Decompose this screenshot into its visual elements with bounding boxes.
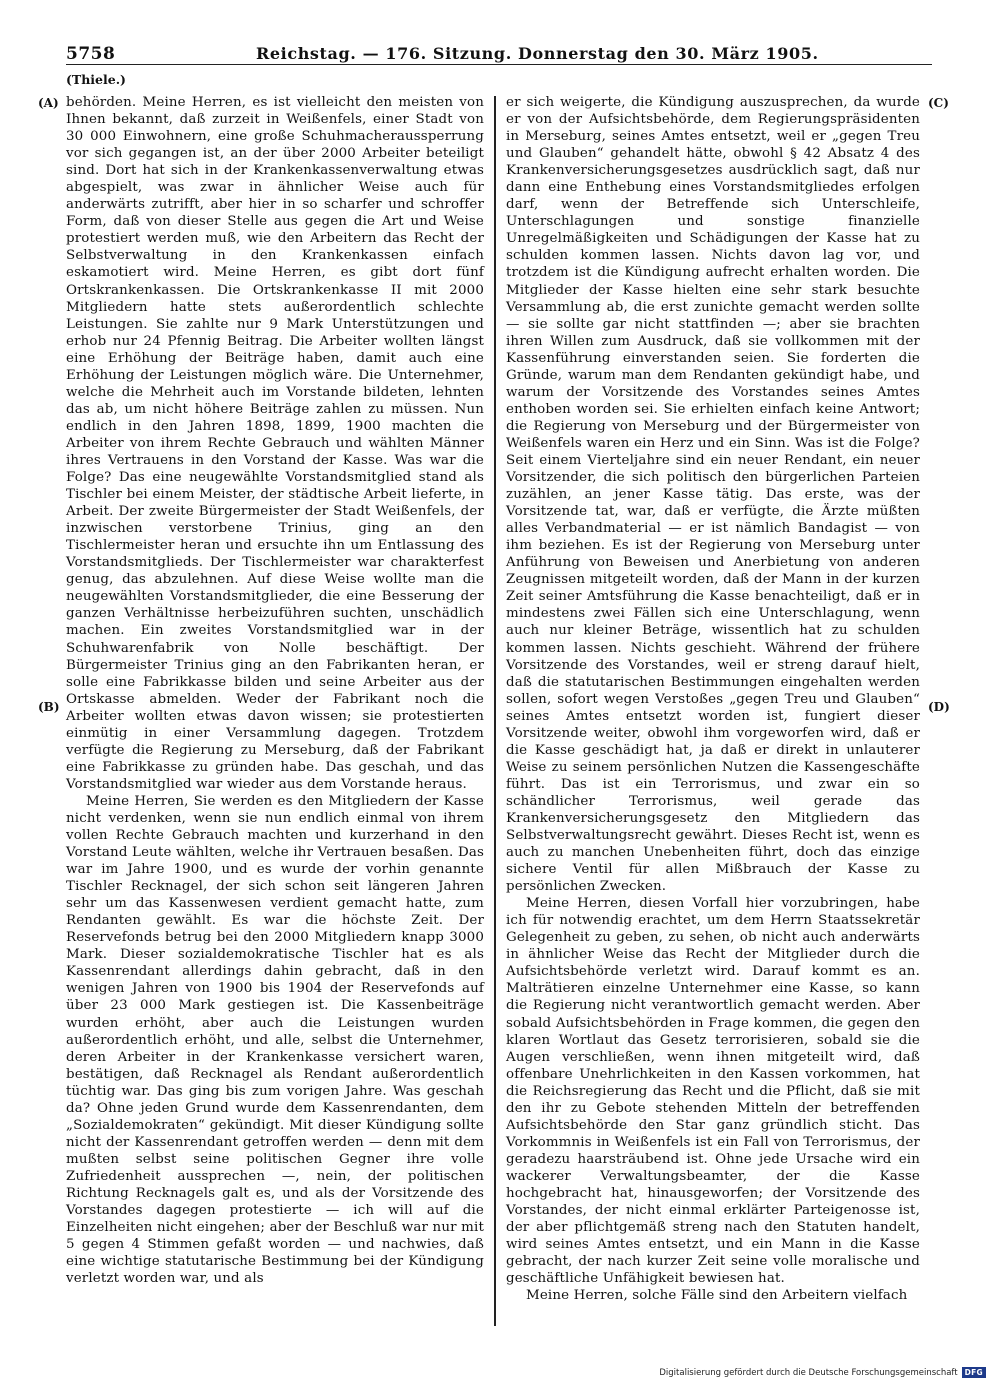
marginal-label-d: (D): [928, 700, 950, 714]
left-column: [66, 94, 484, 1324]
paragraph: er sich weigerte, die Kündigung auszusprechen, da wurde er von der Aufsichtsbehörde, dem Regierungspräsidenten in Merseburg, seines Amtes entsetzt, weil er „gegen Treu und Glauben“ gehandelt hätte, obwohl § 42 Absatz 4 des Krankenversicherungsgesetzes ausdrücklich sagt, daß nur dann eine Enthebung eines Vorstandsmitgliedes erfolgen darf, wenn der Betreffende sich Unterschleife, Unterschlagungen und sonstige finanzielle Unregelmäßigkeiten und Schädigungen der Kasse hat zu schulden kommen lassen. Nichts davon lag vor, und trotzdem ist die Kündigung aufrecht erhalten worden. Die Mitglieder der Kasse hielten eine sehr stark besuchte Versammlung ab, die erst zunichte gemacht werden sollte — sie sollte gar nicht stattfinden —; aber sie brachten ihren Willen zum Ausdruck, daß sie vollkommen mit der Kassenführung einverstanden seien. Sie forderten die Gründe, warum man dem Rendanten gekündigt habe, und warum der Vorsitzende des Vorstandes seines Amtes enthoben worden sei. Sie erhielten einfach keine Antwort; die Regierung von Merseburg und der Bürgermeister von Weißenfels waren ein Herz und ein Sinn. Was ist die Folge? Seit einem Vierteljahre sind ein neuer Rendant, ein neuer Vorsitzender, die sich politisch den bürgerlichen Parteien zuzählen, an jener Kasse tätig. Das erste, was der Vorsitzende tat, war, daß er verfügte, die Ärzte müßten alles Verbandmaterial — er ist nämlich Bandagist — von ihm beziehen. Es ist der Regierung von Merseburg unter Anführung von Beweisen und Anerbietung von anderen Zeugnissen mitgeteilt worden, daß der Mann in der kurzen Zeit seiner Amtsführung die Kasse benachteiligt, daß er in mindestens zwei Fällen sich eine Unterschlagung, wenn auch nur kleiner Beträge, wissentlich hat zu schulden kommen lassen. Nichts geschieht. Während der frühere Vorsitzende des Vorstandes, weil er streng darauf hielt, daß die statutarischen Bestimmungen eingehalten werden sollen, sofort wegen Verstoßes „gegen Treu und Glauben“ seines Amtes entsetzt worden ist, fungiert dieser Vorsitzende weiter, obwohl ihm vorgeworfen wird, daß er die Kasse geschädigt hat, ja daß er direkt in unlauterer Weise zu seinem persönlichen Nutzen die Kassengeschäfte führt. Das ist ein Terrorismus, und zwar ein so schändlicher Terrorismus, weil gerade das Krankenversicherungsgesetz den Mitgliedern das Selbstverwaltungsrecht gewährt. Dieses Recht ist, wenn es auch zu manchen Unebenheiten führt, doch das einzige sichere Ventil für allen Mißbrauch der Kasse zu persönlichen Zwecken.: [506, 95, 920, 895]
marginal-label-c: (C): [928, 96, 949, 110]
marginal-label-b: (B): [38, 700, 60, 714]
footer: [659, 1367, 986, 1378]
marginal-label-a: (A): [38, 96, 59, 110]
header-rule: [66, 64, 932, 65]
paragraph: Meine Herren, Sie werden es den Mitgliedern der Kasse nicht verdenken, wenn sie nun endlich einmal von ihrem vollen Rechte Gebrauch machten und kurzerhand in den Vorstand Leute wählten, welche ihr Vertrauen besaßen. Das war im Jahre 1900, und es wurde der vorhin genannte Tischler Recknagel, der sich schon seit längeren Jahren sehr um das Kassenwesen verdient gemacht hatte, zum Rendanten gewählt. Es war die höchste Zeit. Der Reservefonds betrug bei den 2000 Mitgliedern knapp 3000 Mark. Dieser sozialdemokratische Tischler hat es als Kassenrendant allerdings dahin gebracht, daß in den wenigen Jahren von 1900 bis 1904 der Reservefonds auf über 23 000 Mark gestiegen ist. Die Kassenbeiträge wurden erhöht, aber auch die Leistungen wurden außerordentlich erhöht, und alle, selbst die Unternehmer, deren Arbeiter in der Krankenkasse versichert waren, bestätigen, daß Recknagel als Rendant außerordentlich tüchtig war. Das ging bis zum vorigen Jahre. Was geschah da? Ohne jeden Grund wurde dem Kassenrendanten, dem „Sozialdemokraten“ gekündigt. Mit dieser Kündigung sollte nicht der Kassenrendant getroffen werden — denn mit dem mußten selbst seine politischen Gegner ihre volle Zufriedenheit aussprechen —, nein, der politischen Richtung Recknagels galt es, und als der Vorsitzende des Vorstandes dagegen protestierte — ich will auf die Einzelheiten nicht eingehen; aber der Beschluß war nur mit 5 gegen 4 Stimmen gefaßt worden — und nachwies, daß eine wichtige statutarische Bestimmung bei der Kündigung verletzt worden war, und als: [66, 793, 484, 1287]
paragraph: behörden. Meine Herren, es ist vielleicht den meisten von Ihnen bekannt, daß zurzeit in Weißenfels, einer Stadt von 30 000 Einwohnern, eine große Schuhmacheraussperrung vor sich gegangen ist, an der über 2000 Arbeiter beteiligt sind. Dort hat sich in der Krankenkassenverwaltung etwas abgespielt, was zwar in ähnlicher Weise auch für anderwärts zutrifft, aber hier in so scharfer und schroffer Form, daß von dieser Stelle aus gegen die Art und Weise protestiert werden muß, wie den Arbeitern das Recht der Selbstverwaltung in den Krankenkassen einfach eskamotiert wird. Meine Herren, es gibt dort fünf Ortskrankenkassen. Die Ortskrankenkasse II mit 2000 Mitgliedern hatte stets außerordentlich schlechte Leistungen. Sie zahlte nur 9 Mark Unterstützungen und erhob nur 24 Pfennig Beitrag. Die Arbeiter wollten längst eine Erhöhung der Beiträge haben, damit auch eine Erhöhung der Leistungen möglich wäre. Die Unternehmer, welche die Mehrheit auch im Vorstande bildeten, lehnten das ab, um nicht höhere Beiträge zahlen zu müssen. Nun endlich in den Jahren 1898, 1899, 1900 machten die Arbeiter von ihrem Rechte Gebrauch und wählten Männer ihres Vertrauens in den Vorstand der Kasse. Was war die Folge? Das eine neugewählte Vorstandsmitglied stand als Tischler bei einem Meister, der städtische Arbeit lieferte, in Arbeit. Der zweite Bürgermeister der Stadt Weißenfels, der inzwischen verstorbene Trinius, ging an den Tischlermeister heran und ersuchte ihn um Entlassung des Vorstandsmitglieds. Der Tischlermeister war charakterfest genug, das abzulehnen. Auf diese Weise wollte man die neugewählten Vorstandsmitglieder, die eine Besserung der ganzen Verhältnisse herbeizuführen suchten, unschädlich machen. Ein zweites Vorstandsmitglied war in der Schuhwarenfabrik von Nolle beschäftigt. Der Bürgermeister Trinius ging an den Fabrikanten heran, er solle eine Fabrikkasse bilden und seine Arbeiter aus der Ortskasse abmelden. Weder der Fabrikant noch die Arbeiter wollten etwas davon wissen; sie protestierten einmütig in einer Versammlung dagegen. Trotzdem verfügte die Regierung zu Merseburg, daß der Fabrikant eine Fabrikkasse zu gründen habe. Das geschah, und das Vorstandsmitglied war wieder aus dem Vorstande heraus.: [66, 95, 484, 792]
running-title: Reichstag. — 176. Sitzung. Donnerstag den 30. März 1905.: [256, 44, 819, 63]
dfg-logo: DFG: [962, 1367, 986, 1378]
page-header: [66, 44, 932, 70]
paragraph: Meine Herren, diesen Vorfall hier vorzubringen, habe ich für notwendig erachtet, um dem Herrn Staatssekretär Gelegenheit zu geben, zu sehen, ob nicht auch anderwärts in ähnlicher Weise das Recht der Mitglieder durch die Aufsichtsbehörde verletzt wird. Darauf kommt es an. Malträtieren einzelne Unternehmer eine Kasse, so kann die Regierung nicht verantwortlich gemacht werden. Aber sobald Aufsichtsbehörden in Frage kommen, die gegen den klaren Wortlaut das Gesetz terrorisieren, sobald sie die Augen verschließen, wenn ihnen mitgeteilt wird, daß offenbare Unehrlichkeiten in den Kassen vorkommen, hat die Reichsregierung das Recht und die Pflicht, daß sie mit den ihr zu Gebote stehenden Mitteln der betreffenden Aufsichtsbehörde den Star ganz gründlich sticht. Das Vorkommnis in Weißenfels ist ein Fall von Terrorismus, der geradezu haarsträubend ist. Ohne jede Ursache wird ein wackerer Verwaltungsbeamter, der die Kasse hochgebracht hat, hinausgeworfen; der Vorsitzende des Vorstandes, der nicht einmal erklärter Parteigenosse ist, der aber pflichtgemäß streng nach den Statuten handelt, wird seines Amtes entsetzt, und ein Mann in die Kasse gebracht, der nach kurzer Zeit seine volle moralische und geschäftliche Unfähigkeit bewiesen hat.: [506, 896, 920, 1287]
speaker-name: (Thiele.): [66, 72, 126, 87]
right-column: [506, 94, 920, 1324]
column-divider: [494, 96, 496, 1326]
page-number: 5758: [66, 44, 116, 64]
digitization-credit: Digitalisierung gefördert durch die Deutsche Forschungsgemeinschaft: [659, 1367, 958, 1378]
paragraph: Meine Herren, solche Fälle sind den Arbeitern vielfach: [526, 1288, 908, 1304]
